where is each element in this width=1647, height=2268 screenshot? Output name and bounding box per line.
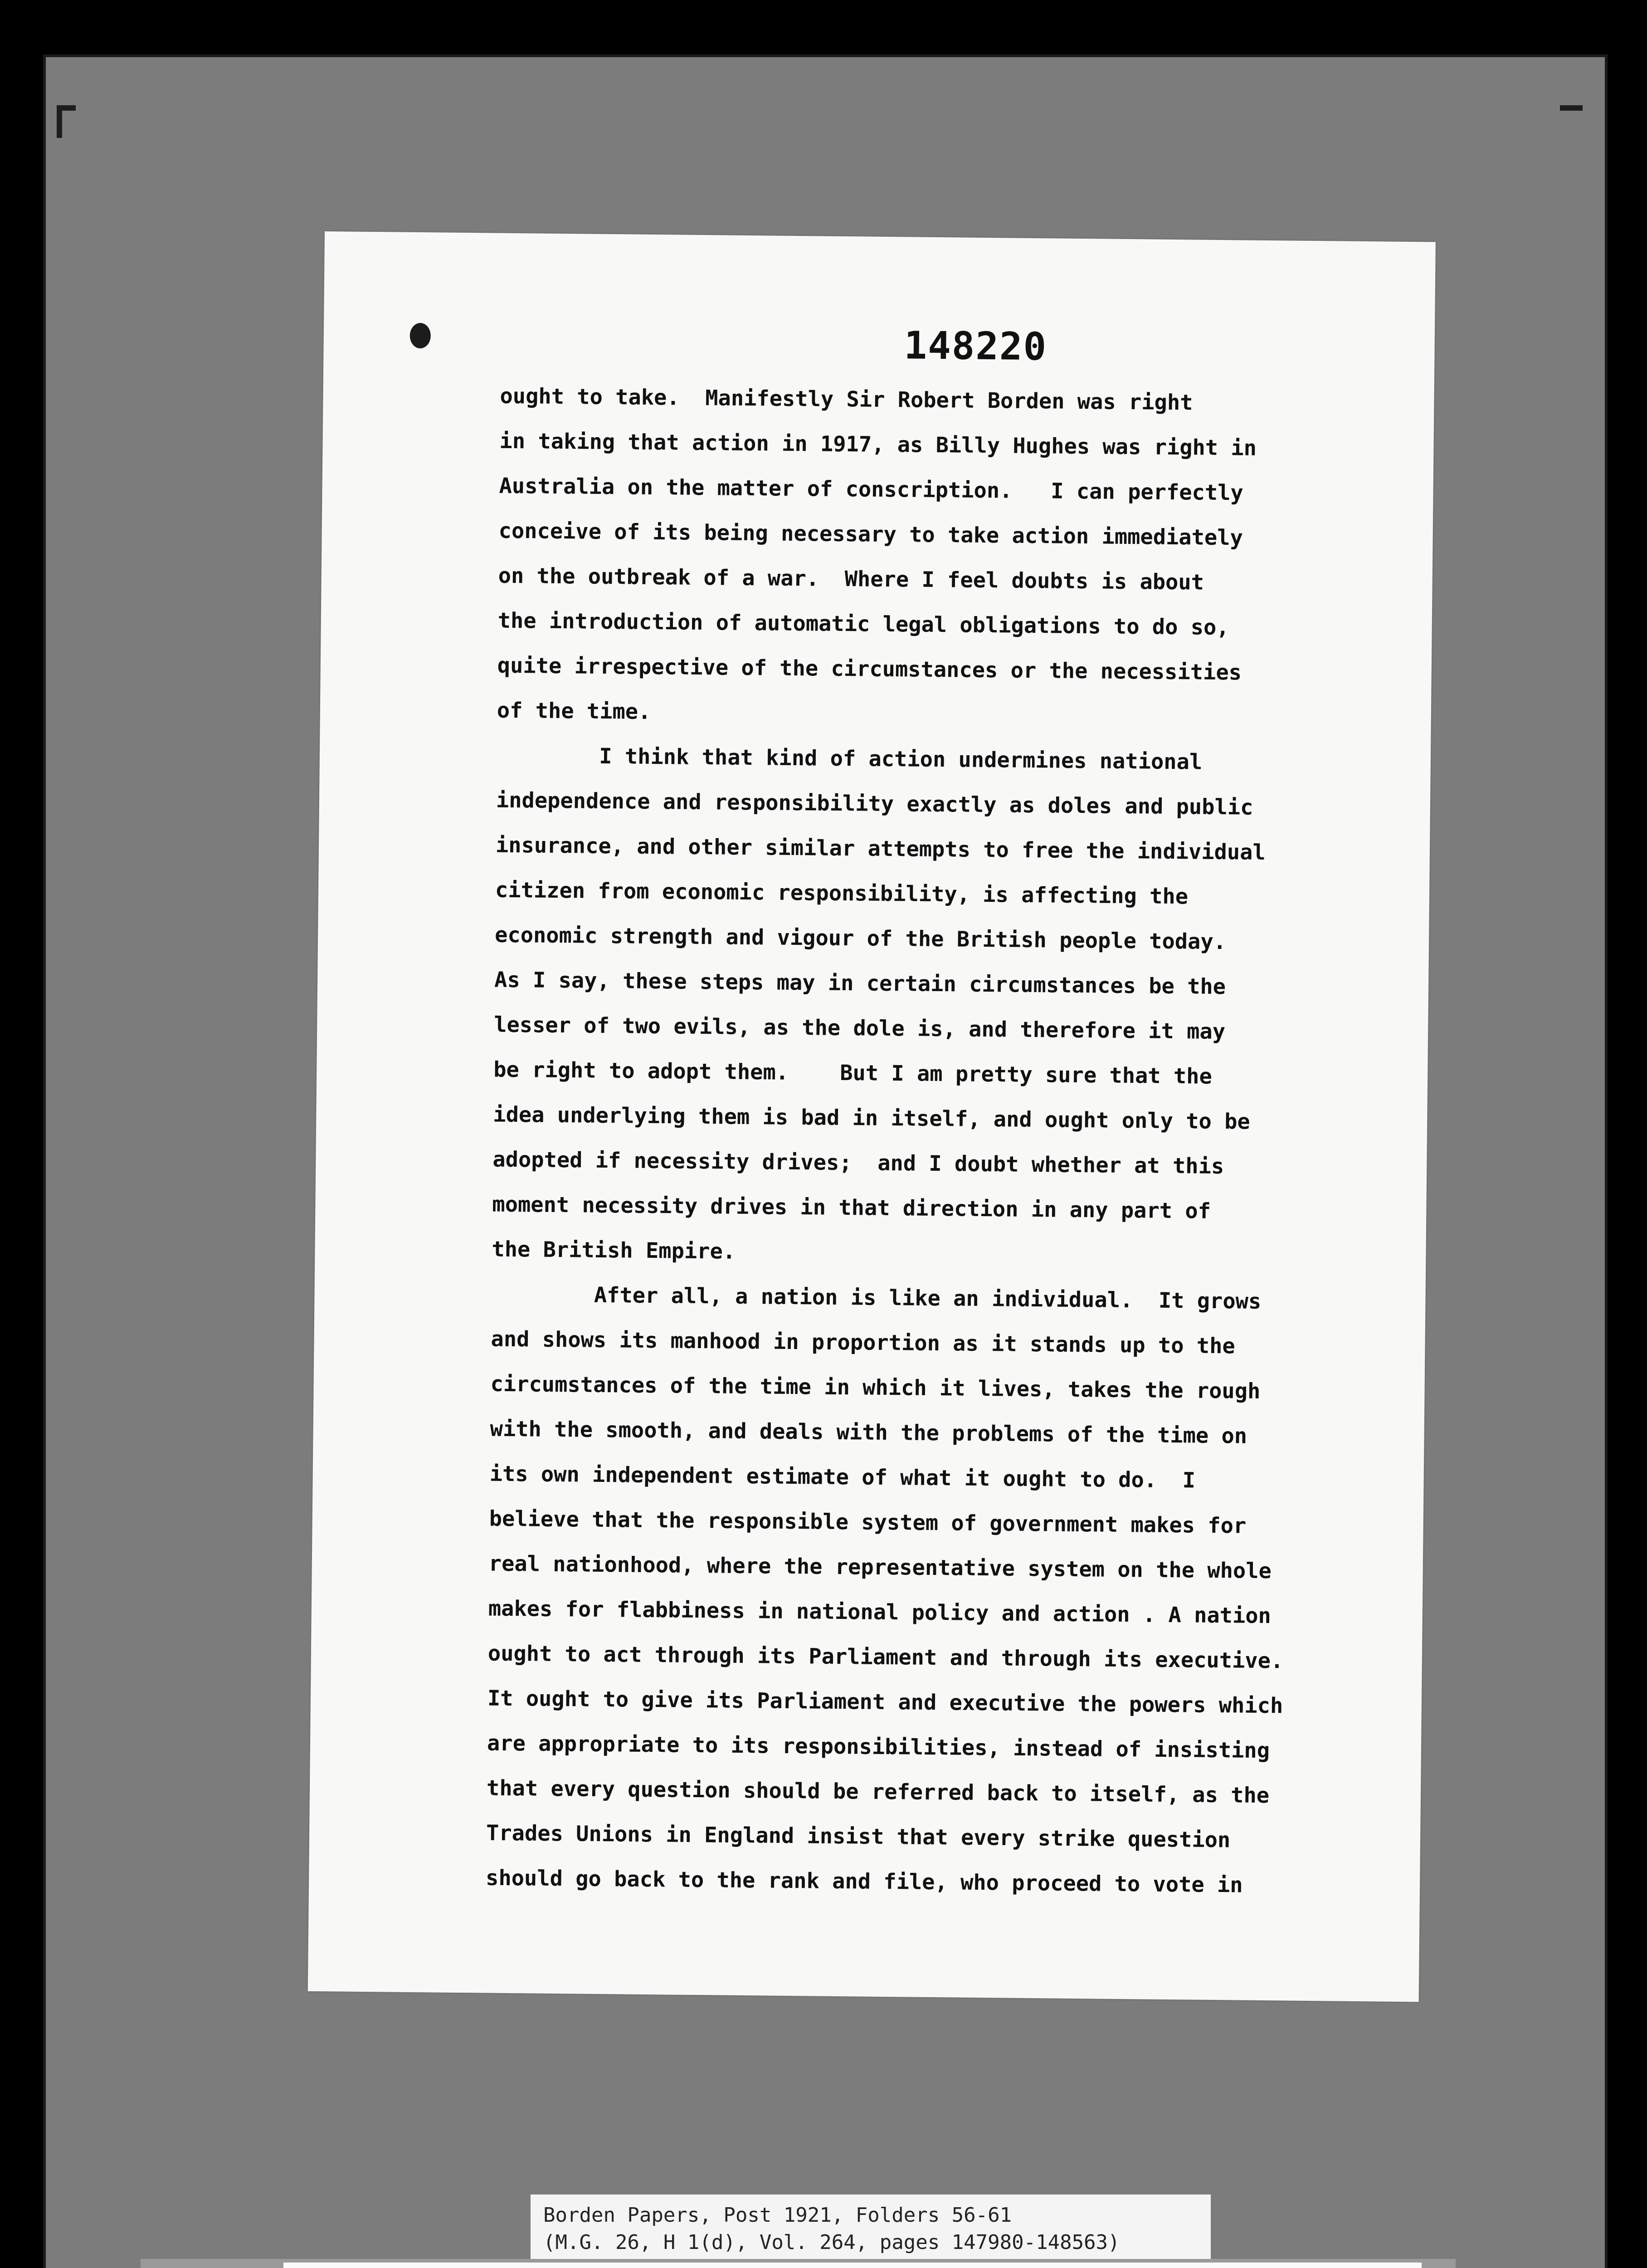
text-line: the introduction of automatic legal obligations to do so, bbox=[497, 608, 1229, 640]
text-line: economic strength and vigour of the British people today. bbox=[494, 922, 1227, 955]
text-line: in taking that action in 1917, as Billy Hughes was right in bbox=[499, 428, 1257, 461]
archives-label bbox=[283, 2263, 1422, 2268]
text-line: are appropriate to its responsibilities, instead of insisting bbox=[487, 1730, 1270, 1764]
text-line: be right to adopt them. But I am pretty sure that the bbox=[493, 1057, 1213, 1089]
text-line: on the outbreak of a war. Where I feel doubts is about bbox=[498, 563, 1204, 595]
text-line: As I say, these steps may in certain circumstances be the bbox=[494, 967, 1226, 1000]
text-line: circumstances of the time in which it lives, takes the rough bbox=[490, 1371, 1261, 1404]
text-line: citizen from economic responsibility, is affecting the bbox=[495, 877, 1189, 909]
body-text bbox=[486, 374, 1389, 1909]
text-line: ought to act through its Parliament and through its executive. bbox=[487, 1641, 1284, 1674]
text-line: After all, a nation is like an individual. It grows bbox=[491, 1281, 1262, 1314]
text-line: Trades Unions in England insist that every strike question bbox=[486, 1820, 1231, 1853]
text-line: believe that the responsible system of government makes for bbox=[489, 1506, 1247, 1539]
text-line: insurance, and other similar attempts to free the individual bbox=[495, 832, 1266, 865]
citation-line: Borden Papers, Post 1921, Folders 56-61 bbox=[543, 2204, 1012, 2227]
text-line: quite irrespective of the circumstances or the necessities bbox=[497, 653, 1242, 685]
text-line: idea underlying them is bad in itself, and ought only to be bbox=[493, 1102, 1251, 1134]
text-line: its own independent estimate of what it ought to do. I bbox=[489, 1461, 1196, 1493]
frame-corner-mark bbox=[1560, 105, 1583, 120]
text-line: should go back to the rank and file, who proceed to vote in bbox=[485, 1865, 1243, 1898]
text-line: with the smooth, and deals with the problems of the time on bbox=[490, 1416, 1247, 1449]
text-line: adopted if necessity drives; and I doubt whether at this bbox=[492, 1147, 1224, 1179]
punch-hole bbox=[410, 323, 431, 348]
text-line: that every question should be referred back to itself, as the bbox=[486, 1775, 1270, 1809]
text-line: independence and responsibility exactly as doles and public bbox=[496, 787, 1253, 820]
citation-strip bbox=[531, 2195, 1211, 2263]
frame-corner-mark bbox=[57, 105, 76, 138]
text-line: It ought to give its Parliament and executive the powers which bbox=[487, 1686, 1283, 1719]
text-line: real nationhood, where the representative system on the whole bbox=[488, 1551, 1272, 1584]
text-line: makes for flabbiness in national policy and action . A nation bbox=[488, 1596, 1272, 1629]
page-number: 148220 bbox=[904, 323, 1048, 369]
text-line: ought to take. Manifestly Sir Robert Borden was right bbox=[500, 383, 1193, 415]
text-line: conceive of its being necessary to take action immediately bbox=[498, 518, 1243, 551]
text-line: Australia on the matter of conscription. I can perfectly bbox=[499, 473, 1244, 506]
typed-page bbox=[308, 231, 1436, 2002]
text-line: and shows its manhood in proportion as it stands up to the bbox=[491, 1326, 1235, 1359]
text-line: lesser of two evils, as the dole is, and therefore it may bbox=[493, 1012, 1226, 1045]
text-line: moment necessity drives in that direction in any part of bbox=[492, 1192, 1211, 1224]
citation-line: (M.G. 26, H 1(d), Vol. 264, pages 147980-148563) bbox=[543, 2231, 1120, 2254]
text-line: of the time. bbox=[497, 698, 651, 724]
text-line: the British Empire. bbox=[492, 1237, 736, 1264]
text-line: I think that kind of action undermines national bbox=[496, 743, 1203, 775]
